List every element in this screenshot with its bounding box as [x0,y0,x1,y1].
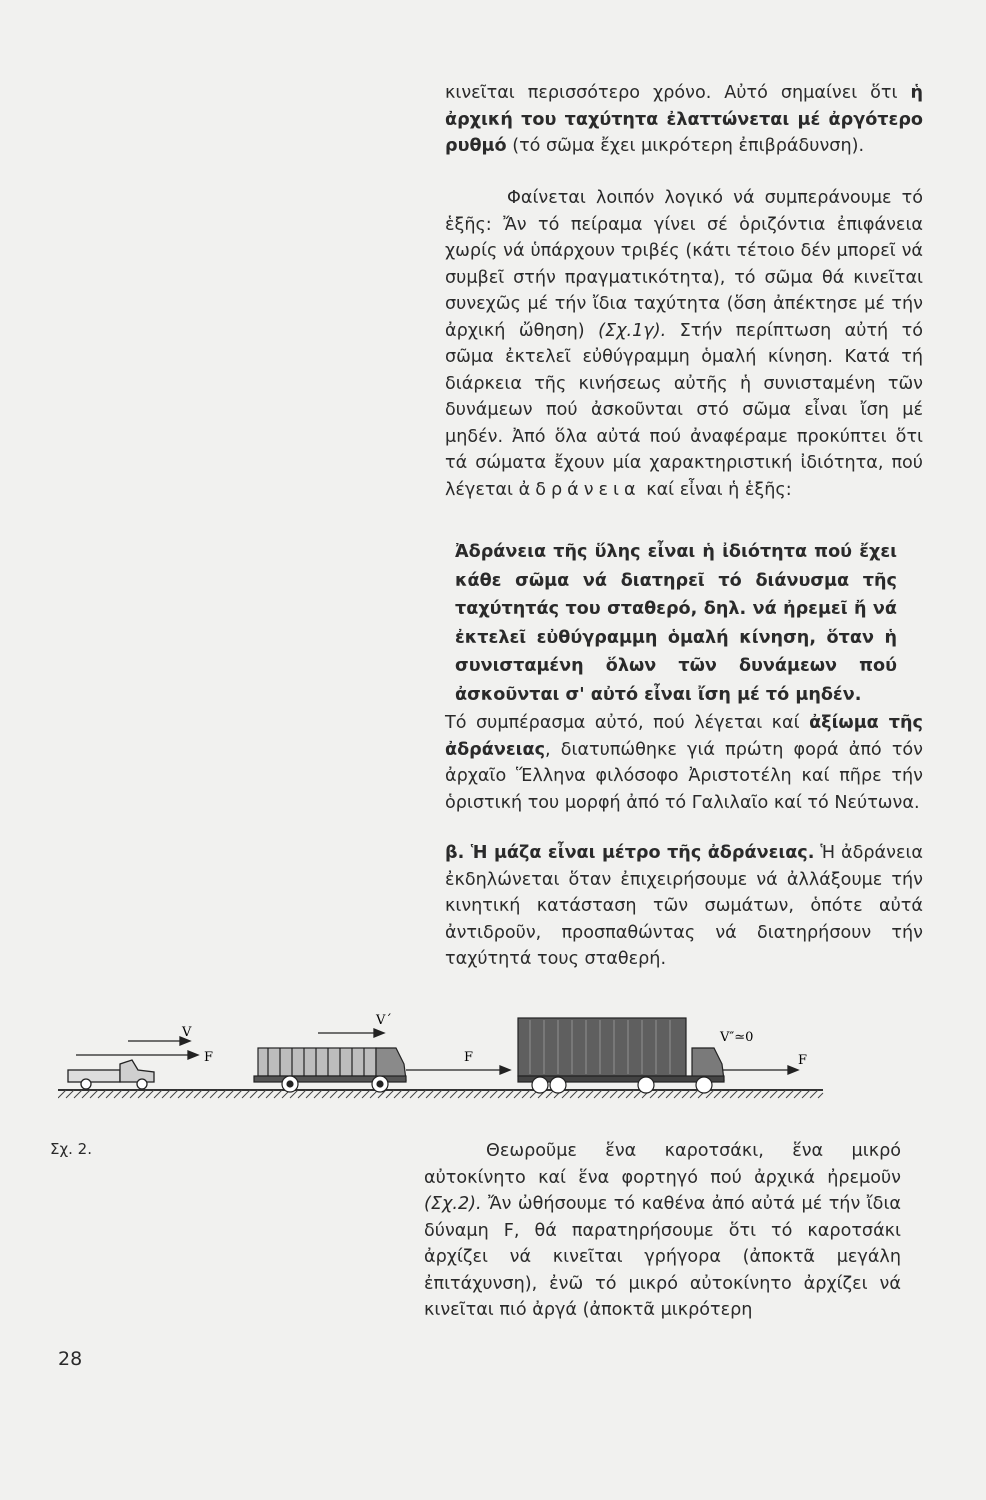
text: Ἡ ἀδράνεια ἐκδηλώνεται ὅταν ἐπιχειρήσουμε νά ἀλλάξουμε τήν κινητική κατάσταση τῶν σωμάτων, ὁπότε αὐτά ἀντιδροῦν, προσπαθώντας νά διατηρήσουν τήν ταχύτητά τους σταθερή. [445,843,924,969]
paragraph-1 [445,80,923,160]
paragraph-3 [445,710,923,816]
velocity-label-1: V [182,1025,192,1040]
paragraph-5 [424,1138,901,1324]
force-label-3: F [798,1053,808,1068]
spaced-term: ἀδράνεια [518,479,641,500]
text: Φαίνεται λοιπόν λογικό νά συμπεράνουμε τό ἑξῆς: Ἄν τό πείραμα γίνει σέ ὁριζόντια ἐπιφάνεια χωρίς νά ὑπάρχουν τριβές (κάτι τέτοιο δέν μπορεῖ νά συμβεῖ στήν πραγματικότητα), τό σῶμα θά κινεῖται συνεχῶς μέ τήν ἴδια ταχύτητα (ὅση ἀπέκτησε μέ τήν ἀρχική ὤθηση) [445,188,923,341]
small-truck-drawing [254,1048,406,1092]
bold-text: ἡ ἀρχική του ταχύτητα ἐλαττώνεται μέ ἀργότερο ρυθμό [445,83,923,156]
force-label-2: F [464,1050,474,1065]
figure-caption: Σχ. 2. [50,1140,92,1158]
figure-reference: (Σχ.1γ). [598,320,667,341]
section-heading: β. Ἡ μάζα εἶναι μέτρο τῆς ἀδράνειας. [445,843,815,863]
force-label-1: F [204,1050,214,1065]
velocity-label-2: V´ [376,1013,392,1028]
cart-drawing [68,1060,154,1089]
paragraph-2 [445,185,923,503]
page-number: 28 [58,1348,83,1370]
text: , διατυπώθηκε γιά πρώτη φορά ἀπό τόν ἀρχαῖο Ἕλληνα φιλόσοφο Ἀριστοτέλη καί πῆρε τήν ὁριστική του μορφή ἀπό τό Γαλιλαῖο καί τό Νεύτωνα. [445,739,923,813]
text: κινεῖται περισσότερο χρόνο. Αὐτό σημαίνει ὅτι [445,83,911,103]
paragraph-4 [445,840,923,973]
figure-reference: (Σχ.2). [424,1194,482,1214]
text: Θεωροῦμε ἕνα καροτσάκι, ἕνα μικρό αὐτοκίνητο καί ἕνα φορτηγό πού ἀρχικά ἠρεμοῦν [424,1141,901,1188]
text: καί εἶναι ἡ ἑξῆς: [640,479,792,500]
text: Τό συμπέρασμα αὐτό, πού λέγεται καί [445,713,810,733]
law-of-inertia-statement: Ἀδράνεια τῆς ὕλης εἶναι ἡ ἰδιότητα πού ἔχει κάθε σῶμα νά διατηρεῖ τό διάνυσμα τῆς ταχύτητάς του σταθερό, δηλ. νά ἠρεμεῖ ἤ νά ἐκτελεῖ εὐθύγραμμη ὁμαλή κίνηση, ὅταν ἡ συνισταμένη ὅλων τῶν δυνάμεων πού ἀσκοῦνται σ' αὐτό εἶναι ἴση μέ τό μηδέν. [455,542,897,705]
figure-2-vehicles [58,1008,828,1128]
text: Ἄν ὠθήσουμε τό καθένα ἀπό αὐτά μέ τήν ἴδια δύναμη F, θά παρατηρήσουμε ὅτι τό καροτσάκι ἀρχίζει νά κινεῖται γρήγορα (ἀποκτᾶ μεγάλη ἐπιτάχυνση), ἐνῶ τό μικρό αὐτοκίνητο ἀρχίζει νά κινεῖται πιό ἀργά (ἀποκτᾶ μικρότερη [424,1194,901,1320]
text: Στήν περίπτωση αὐτή τό σῶμα ἐκτελεῖ εὐθύγραμμη ὁμαλή κίνηση. Κατά τή διάρκεια τῆς κινήσεως αὐτῆς ἡ συνισταμένη τῶν δυνάμεων πού ἀσκοῦνται στό σῶμα εἶναι ἴση μέ μηδέν. Ἀπό ὅλα αὐτά πού ἀναφέραμε προκύπτει ὅτι τά σώματα ἔχουν μία χαρακτηριστική ἰδιότητα, πού λέγεται [445,320,923,500]
bold-text: ἀξίωμα τῆς ἀδράνειας [445,713,923,760]
big-truck-drawing [518,1018,724,1093]
text: (τό σῶμα ἔχει μικρότερη ἐπιβράδυνση). [506,136,865,156]
velocity-label-3: V″≃0 [720,1030,754,1045]
